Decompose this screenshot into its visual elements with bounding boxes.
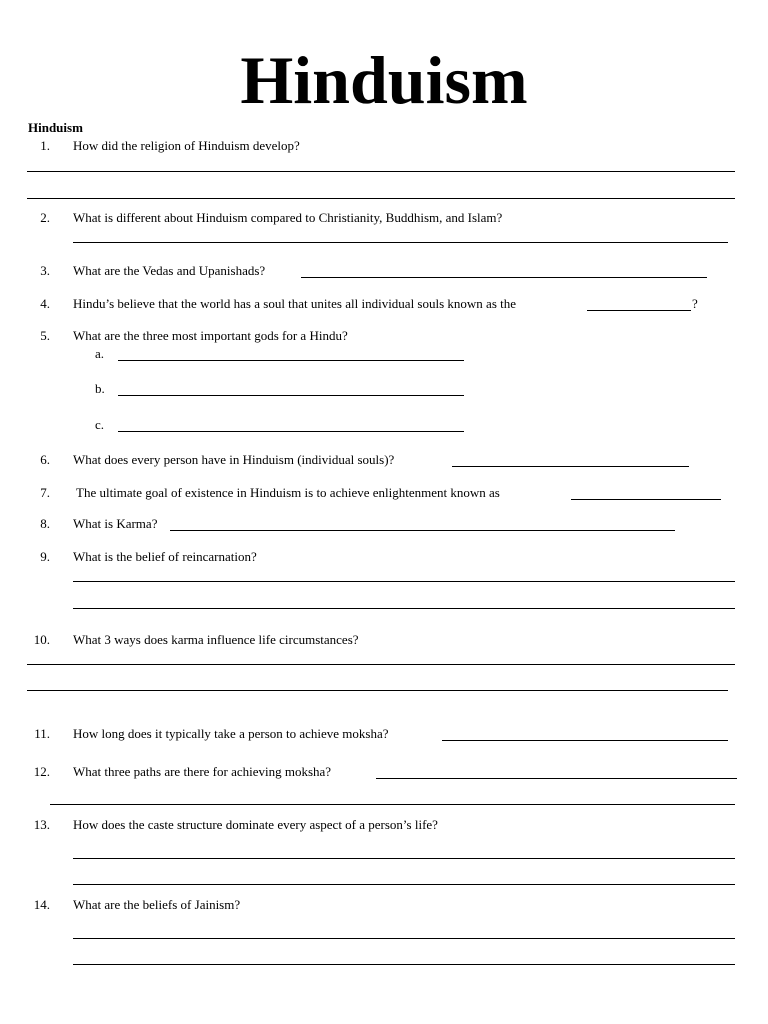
question-number: 2. bbox=[40, 210, 50, 225]
question-text: What does every person have in Hinduism (individual souls)? bbox=[73, 452, 395, 467]
question-text: How long does it typically take a person to achieve moksha? bbox=[73, 726, 389, 741]
answer-line[interactable] bbox=[27, 664, 735, 665]
page-title: Hinduism bbox=[240, 42, 528, 118]
option-b-label: b. bbox=[95, 381, 105, 396]
question-suffix: ? bbox=[692, 296, 698, 311]
answer-blank[interactable] bbox=[571, 499, 721, 500]
question-text: What are the three most important gods for a Hindu? bbox=[73, 328, 348, 343]
question-text: How does the caste structure dominate every aspect of a person’s life? bbox=[73, 817, 438, 832]
answer-line[interactable] bbox=[73, 581, 735, 582]
answer-line[interactable] bbox=[73, 964, 735, 965]
answer-line[interactable] bbox=[27, 690, 728, 691]
answer-line[interactable] bbox=[73, 938, 735, 939]
question-text: How did the religion of Hinduism develop? bbox=[73, 138, 300, 153]
answer-line[interactable] bbox=[73, 858, 735, 859]
question-number: 8. bbox=[40, 516, 50, 531]
question-text: What is different about Hinduism compared to Christianity, Buddhism, and Islam? bbox=[73, 210, 503, 225]
question-number: 13. bbox=[33, 817, 50, 832]
option-a-label: a. bbox=[95, 346, 105, 361]
answer-line[interactable] bbox=[27, 198, 735, 199]
question-number: 12. bbox=[33, 764, 50, 779]
answer-line[interactable] bbox=[73, 608, 735, 609]
answer-blank[interactable] bbox=[301, 277, 707, 278]
question-text: What three paths are there for achieving moksha? bbox=[73, 764, 332, 779]
answer-blank[interactable] bbox=[170, 530, 675, 531]
question-number: 1. bbox=[40, 138, 50, 153]
answer-blank[interactable] bbox=[376, 778, 737, 779]
option-a-blank[interactable] bbox=[118, 360, 464, 361]
answer-line[interactable] bbox=[50, 804, 735, 805]
question-number: 5. bbox=[40, 328, 50, 343]
option-c-label: c. bbox=[95, 417, 105, 432]
answer-blank[interactable] bbox=[452, 466, 689, 467]
question-text: The ultimate goal of existence in Hinduism is to achieve enlightenment known as bbox=[76, 485, 500, 500]
answer-blank[interactable] bbox=[587, 310, 691, 311]
question-text: Hindu’s believe that the world has a soul that unites all individual souls known as the bbox=[73, 296, 517, 311]
question-text: What is Karma? bbox=[73, 516, 158, 531]
question-text: What is the belief of reincarnation? bbox=[73, 549, 257, 564]
option-b-blank[interactable] bbox=[118, 395, 464, 396]
question-text: What are the beliefs of Jainism? bbox=[73, 897, 241, 912]
question-number: 10. bbox=[33, 632, 50, 647]
question-number: 9. bbox=[40, 549, 50, 564]
question-number: 11. bbox=[34, 726, 50, 741]
question-number: 3. bbox=[40, 263, 50, 278]
answer-line[interactable] bbox=[73, 884, 735, 885]
option-c-blank[interactable] bbox=[118, 431, 464, 432]
question-text: What 3 ways does karma influence life circumstances? bbox=[73, 632, 359, 647]
question-number: 14. bbox=[33, 897, 50, 912]
question-number: 6. bbox=[40, 452, 50, 467]
answer-line[interactable] bbox=[73, 242, 728, 243]
question-number: 4. bbox=[40, 296, 50, 311]
answer-line[interactable] bbox=[27, 171, 735, 172]
question-number: 7. bbox=[40, 485, 50, 500]
answer-blank[interactable] bbox=[442, 740, 728, 741]
question-text: What are the Vedas and Upanishads? bbox=[73, 263, 266, 278]
section-heading: Hinduism bbox=[28, 120, 83, 135]
